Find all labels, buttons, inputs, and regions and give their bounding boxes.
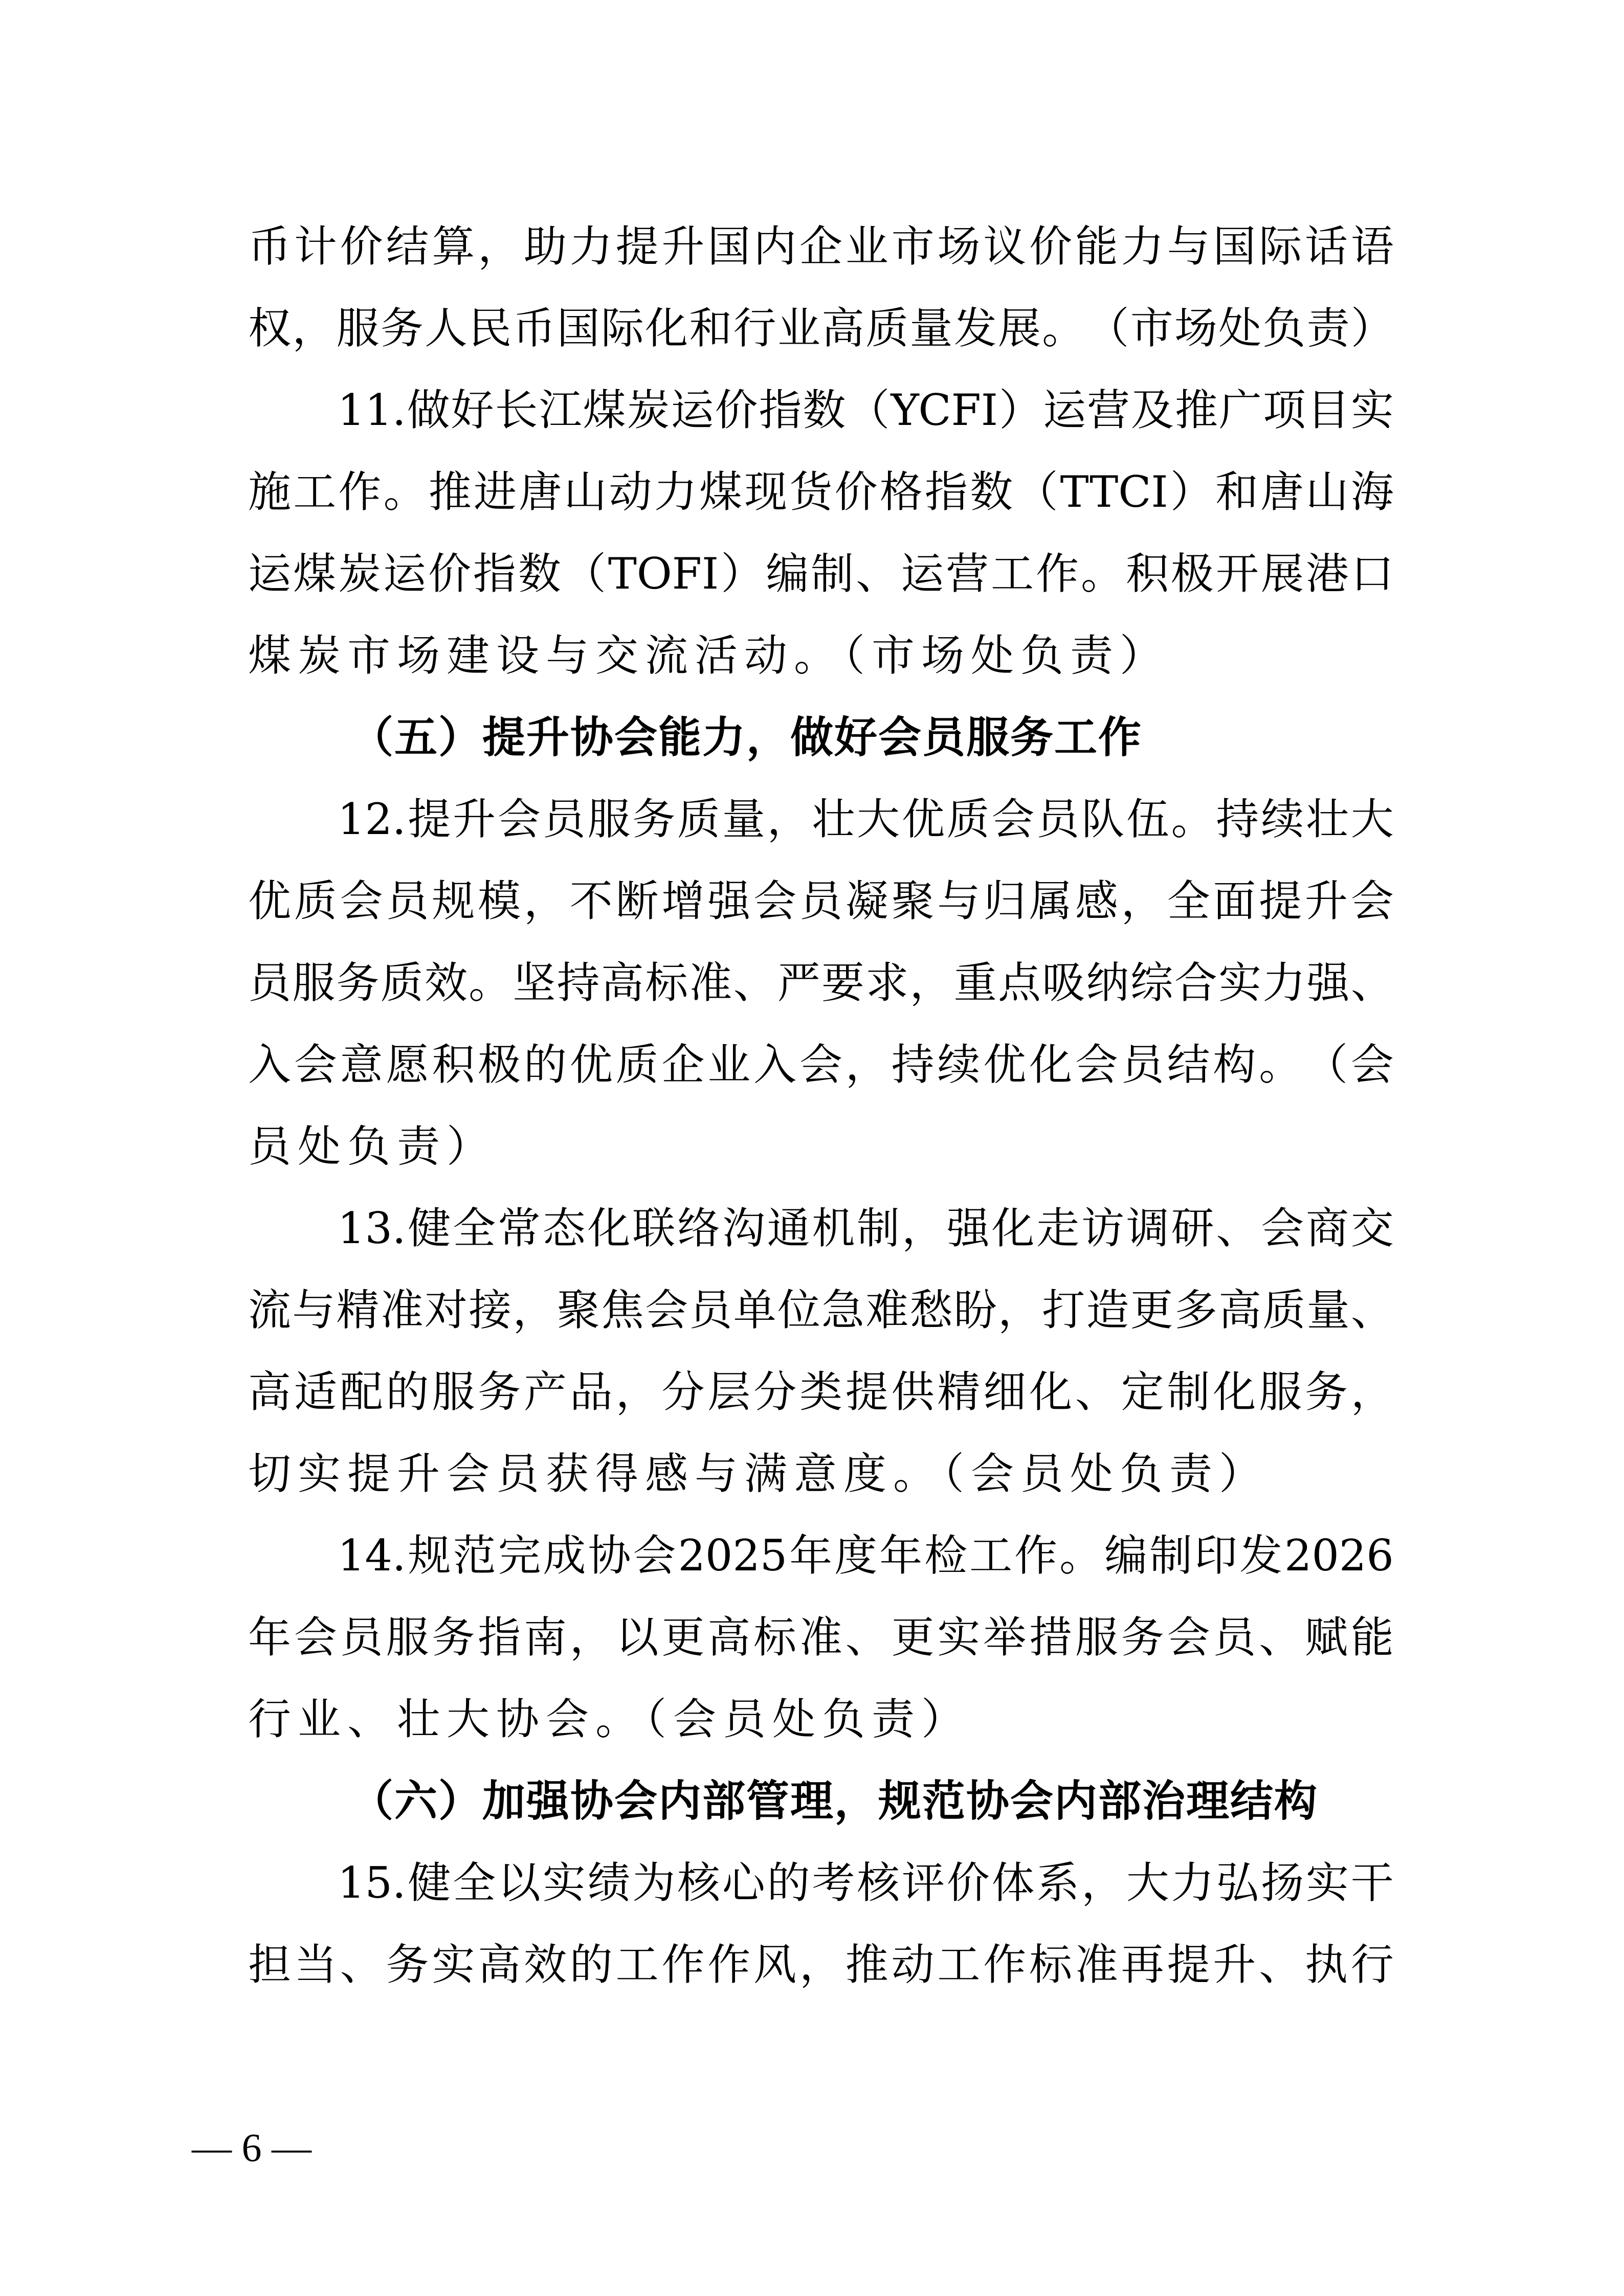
paragraph-line: 流 与 精 准 对 接 ， 聚 焦 会 员 单 位 急 难 愁 盼 ， 打 造 更 多 高 质 量 、: [248, 1285, 1394, 1335]
paragraph-line: 施 工 作 。 推 进 唐 山 动 力 煤 现 货 价 格 指 数 （ TTCI ） 和 唐 山 海: [248, 467, 1394, 517]
item-14-line: 14. 规 范 完 成 协 会 2025 年 度 年 检 工 作 。 编 制 印 发 2026: [338, 1530, 1394, 1581]
document-body: [248, 206, 1394, 2006]
paragraph-line: 优 质 会 员 规 模 ， 不 断 增 强 会 员 凝 聚 与 归 属 感 ， 全 面 提 升 会: [248, 876, 1394, 926]
paragraph-line: 运 煤 炭 运 价 指 数 （ TOFI ） 编 制 、 运 营 工 作 。 积 极 开 展 港 口: [248, 549, 1394, 599]
paragraph-line: 员 服 务 质 效 。 坚 持 高 标 准 、 严 要 求 ， 重 点 吸 纳 综 合 实 力 强 、: [248, 958, 1394, 1008]
item-11-line: 11. 做 好 长 江 煤 炭 运 价 指 数 （ YCFI ） 运 营 及 推 广 项 目 实: [338, 385, 1394, 435]
paragraph-line: 切实提升会员获得感与满意度。（会员处负责）: [248, 1449, 1269, 1499]
paragraph-line: 行业、壮大协会。（会员处负责）: [248, 1694, 971, 1744]
paragraph-line: 员处负责）: [248, 1121, 497, 1172]
paragraph-line: 煤炭市场建设与交流活动。（市场处负责）: [248, 631, 1170, 681]
page-number: — 6 —: [192, 2125, 312, 2170]
paragraph-line: 担 当 、 务 实 高 效 的 工 作 作 风 ， 推 动 工 作 标 准 再 提 升 、 执 行: [248, 1940, 1394, 1990]
item-13-line: 13. 健 全 常 态 化 联 络 沟 通 机 制 ， 强 化 走 访 调 研 、 会 商 交: [338, 1203, 1394, 1253]
paragraph-line: 入 会 意 愿 积 极 的 优 质 企 业 入 会 ， 持 续 优 化 会 员 结 构 。 （ 会: [248, 1040, 1394, 1090]
item-15-line: 15. 健 全 以 实 绩 为 核 心 的 考 核 评 价 体 系 ， 大 力 弘 扬 实 干: [338, 1858, 1394, 1908]
paragraph-line: 币 计 价 结 算 ， 助 力 提 升 国 内 企 业 市 场 议 价 能 力 与 国 际 话 语: [248, 221, 1394, 272]
item-12-line: 12. 提 升 会 员 服 务 质 量 ， 壮 大 优 质 会 员 队 伍 。 持 续 壮 大: [338, 794, 1394, 844]
section-heading-5: （五）提升协会能力，做好会员服务工作: [350, 712, 1143, 762]
section-heading-6: （六）加强协会内部管理，规范协会内部治理结构: [350, 1775, 1319, 1826]
paragraph-line: 年 会 员 服 务 指 南 ， 以 更 高 标 准 、 更 实 举 措 服 务 会 员 、 赋 能: [248, 1612, 1394, 1662]
paragraph-line: 高 适 配 的 服 务 产 品 ， 分 层 分 类 提 供 精 细 化 、 定 制 化 服 务 ，: [248, 1367, 1394, 1417]
paragraph-line: 权 ， 服 务 人 民 币 国 际 化 和 行 业 高 质 量 发 展 。 （ 市 场 处 负 责 ）: [248, 303, 1394, 353]
